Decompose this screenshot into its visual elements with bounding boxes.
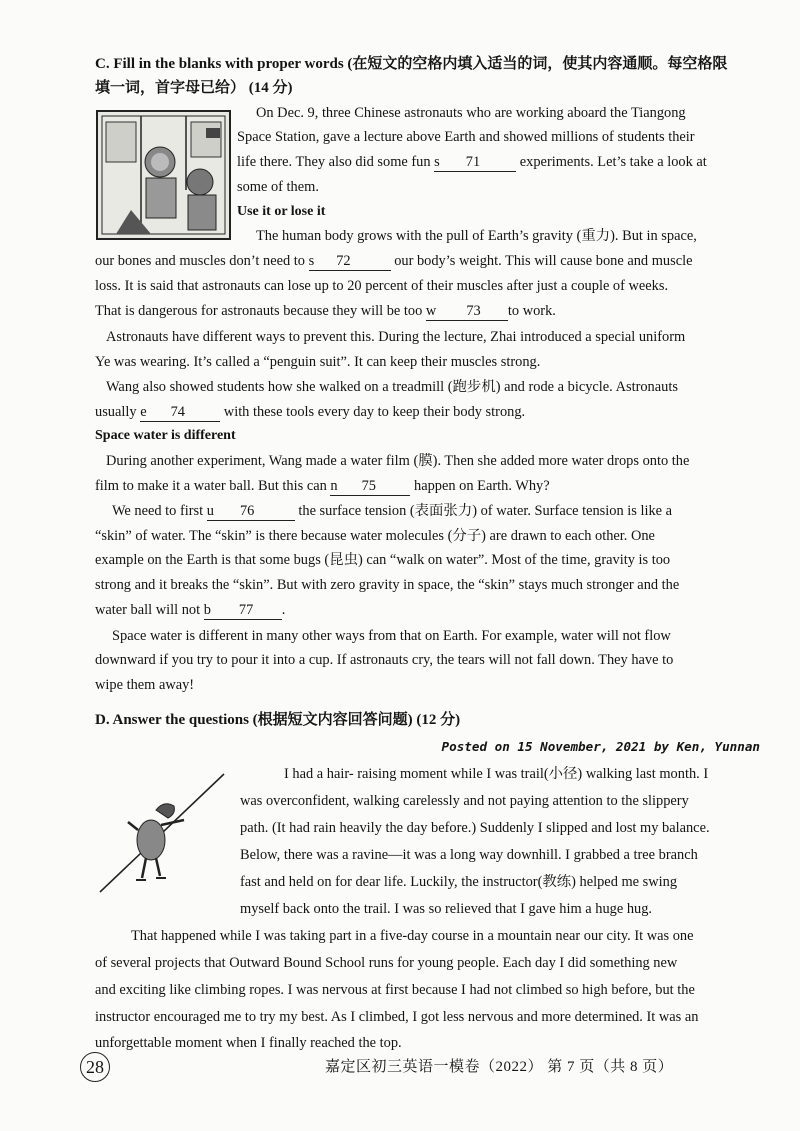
blank-74[interactable] <box>140 404 220 422</box>
blank-77-letter: b <box>203 602 211 618</box>
subheading-space-water: Space water is different <box>95 428 236 443</box>
c-para6-line5 <box>95 600 285 620</box>
blank-71[interactable] <box>434 154 516 172</box>
d-para2-line1: That happened while I was taking part in a five-day course in a mountain near our city. It was one <box>131 928 694 944</box>
c-para7-line1: Space water is different in many other ways from that on Earth. For example, water will not flow <box>112 628 671 644</box>
c-para5-line2 <box>95 476 550 496</box>
d-para1-line6: myself back onto the trail. I was so relieved that I gave him a huge hug. <box>240 901 653 917</box>
c-para2-line4 <box>95 301 556 321</box>
blank-76-number: 76 <box>239 503 255 519</box>
c-para5-line2-post: happen on Earth. Why? <box>414 478 550 494</box>
c-para2-line1: The human body grows with the pull of Earth’s gravity (重力). But in space, <box>256 228 697 244</box>
blank-74-number: 74 <box>170 404 185 420</box>
c-para1-line1: On Dec. 9, three Chinese astronauts who are working aboard the Tiangong <box>256 105 686 121</box>
d-para1-line1: I had a hair- raising moment while I was trail(小径) walking last month. I <box>284 766 709 782</box>
d-para1-line5: fast and held on for dear life. Luckily, the instructor(教练) helped me swing <box>240 874 678 890</box>
blank-77-number: 77 <box>238 602 254 618</box>
c-para7-line2: downward if you try to pour it into a cup. If astronauts cry, the tears will not fall down. They have to <box>95 652 674 668</box>
c-para1-line3-pre: life there. They also did some fun <box>237 154 431 170</box>
d-para1-line2: was overconfident, walking carelessly and not paying attention to the slippery <box>240 793 689 809</box>
c-para4-line1: Wang also showed students how she walked on a treadmill (跑步机) and rode a bicycle. Astronauts <box>106 379 678 395</box>
blank-72[interactable] <box>309 253 391 271</box>
c-para7-line3: wipe them away! <box>95 677 195 693</box>
subheading-use-it: Use it or lose it <box>237 204 326 219</box>
d-para2-line3: and exciting like climbing ropes. I was nervous at first because I had not climbed so high before, but the <box>95 982 695 998</box>
blank-74-letter: e <box>140 404 147 420</box>
c-para6-line4: strong and it breaks the “skin”. But with zero gravity in space, the “skin” stays much stronger and the <box>95 577 680 593</box>
c-para2-line4-pre: That is dangerous for astronauts because they will be too <box>95 303 423 319</box>
d-para2-line5: unforgettable moment when I finally reached the top. <box>95 1035 402 1051</box>
c-para3-line1: Astronauts have different ways to prevent this. During the lecture, Zhai introduced a special uniform <box>106 329 686 345</box>
astronauts-illustration <box>96 110 231 240</box>
post-byline: Posted on 15 November, 2021 by Ken, Yunnan <box>441 739 760 754</box>
blank-76-letter: u <box>206 503 214 519</box>
blank-77[interactable] <box>204 602 282 620</box>
c-para1-line2: Space Station, gave a lecture above Earth and showed millions of students their <box>237 129 695 145</box>
c-para2-line2 <box>95 251 692 271</box>
c-para6-line5-post: . <box>281 602 286 618</box>
c-para6-line2: “skin” of water. The “skin” is there because water molecules (分子) are drawn to each other. One <box>95 528 655 544</box>
section-d-heading: D. Answer the questions (根据短文内容回答问题) (12 分) <box>95 712 461 728</box>
blank-75-letter: n <box>330 478 338 494</box>
c-para5-line2-pre: film to make it a water ball. But this can <box>95 478 327 494</box>
blank-71-number: 71 <box>465 154 481 170</box>
c-para2-line2-pre: our bones and muscles don’t need to <box>95 253 305 269</box>
blank-71-letter: s <box>434 154 440 170</box>
c-para2-line3: loss. It is said that astronauts can lose up to 20 percent of their muscles after just a couple of weeks. <box>95 278 669 294</box>
c-para1-line3 <box>237 152 707 172</box>
page-footer: 嘉定区初三英语一模卷（2022） 第 7 页（共 8 页） <box>325 1059 674 1075</box>
blank-76[interactable] <box>207 503 295 521</box>
c-para6-line1 <box>112 501 672 521</box>
c-para4-line2 <box>95 402 525 422</box>
c-para6-line1-pre: We need to first <box>112 503 204 519</box>
c-para1-line4: some of them. <box>237 179 319 195</box>
c-para2-line4-post: to work. <box>507 303 556 319</box>
c-para5-line1: During another experiment, Wang made a water film (膜). Then she added more water drops onto the <box>106 453 690 469</box>
c-para3-line2: Ye was wearing. It’s called a “penguin suit”. It can keep their muscles strong. <box>95 354 541 370</box>
c-para6-line1-post: the surface tension (表面张力) of water. Surface tension is like a <box>298 503 673 519</box>
blank-75[interactable] <box>330 478 410 496</box>
d-para2-line2: of several projects that Outward Bound School runs for young people. Each day I did something new <box>95 955 678 971</box>
c-para6-line5-pre: water ball will not <box>95 602 201 618</box>
c-para1-line3-post: experiments. Let’s take a look at <box>519 154 707 170</box>
c-para4-line2-pre: usually <box>95 404 137 420</box>
c-para4-line2-post: with these tools every day to keep their body strong. <box>223 404 526 420</box>
blank-73-letter: w <box>425 303 437 319</box>
c-para6-line3: example on the Earth is that some bugs (昆虫) can “walk on water”. Most of the time, gravity is too <box>95 552 671 568</box>
hiker-illustration <box>96 770 231 895</box>
section-c-heading: C. Fill in the blanks with proper words (在短文的空格内填入适当的词，使其内容通顺。每空格限 <box>95 56 728 72</box>
page-badge: 28 <box>80 1052 110 1082</box>
d-para2-line4: instructor encouraged me to try my best. As I climbed, I got less nervous and more determined. It was an <box>95 1009 699 1025</box>
blank-73-number: 73 <box>466 303 481 319</box>
c-para2-line2-post: our body’s weight. This will cause bone and muscle <box>394 253 693 269</box>
section-c-heading-cont: 填一词，首字母已给） (14 分) <box>95 80 293 96</box>
blank-75-number: 75 <box>361 478 376 494</box>
blank-72-number: 72 <box>336 253 351 269</box>
blank-72-letter: s <box>308 253 315 269</box>
blank-73[interactable] <box>426 303 508 321</box>
d-para1-line4: Below, there was a ravine—it was a long way downhill. I grabbed a tree branch <box>240 847 698 863</box>
d-para1-line3: path. (It had rain heavily the day before.) Suddenly I slipped and lost my balance. <box>240 820 710 836</box>
